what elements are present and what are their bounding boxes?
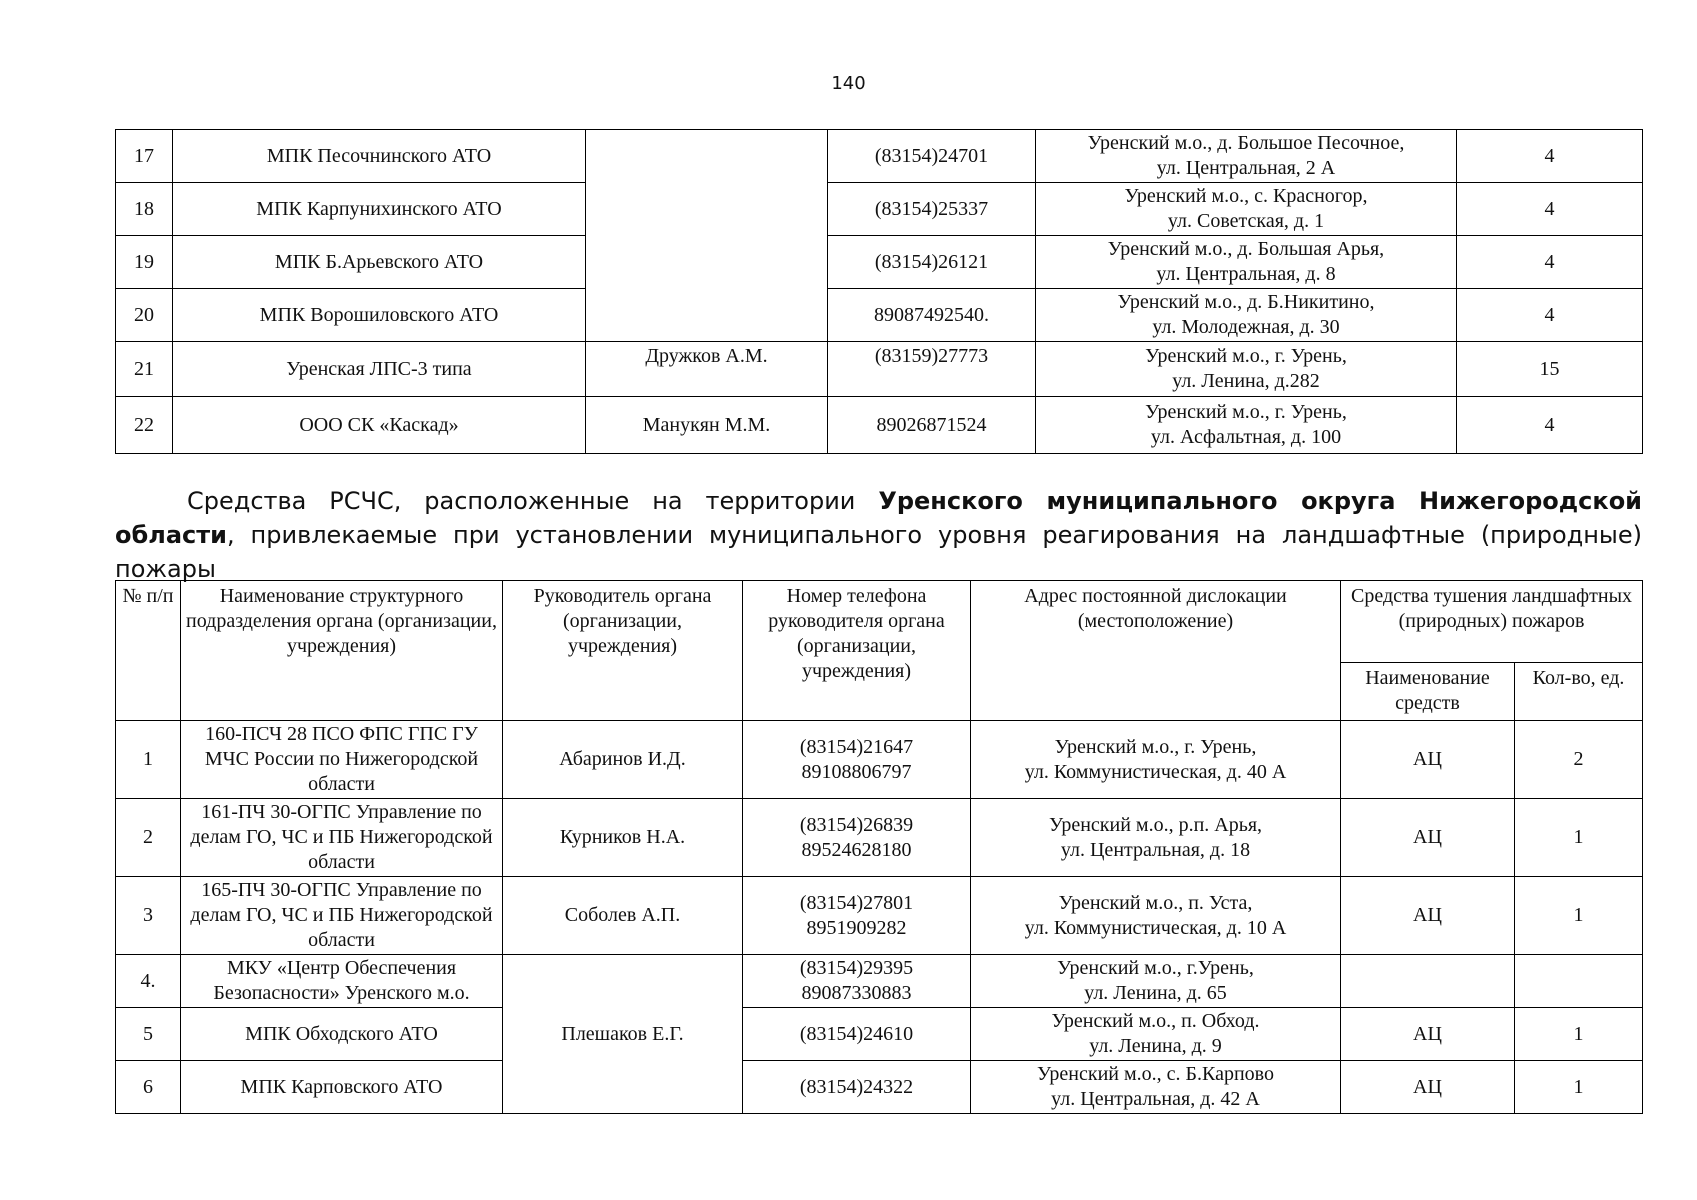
unit-name: МПК Ворошиловского АТО: [173, 289, 586, 342]
head-cell-empty: [586, 130, 828, 342]
phone: (83154)27801 8951909282: [743, 877, 971, 955]
head-name: Дружков А.М.: [586, 342, 828, 397]
address: Уренский м.о., д. Б.Никитино, ул. Молодежная, д. 30: [1036, 289, 1457, 342]
unit-name: МПК Б.Арьевского АТО: [173, 236, 586, 289]
unit-name: МПК Карповского АТО: [181, 1061, 503, 1114]
header-means-qty: Кол-во, ед.: [1515, 663, 1643, 721]
means-name: АЦ: [1341, 1061, 1515, 1114]
row-number: 1: [116, 721, 181, 799]
unit-name: 165-ПЧ 30-ОГПС Управление по делам ГО, ЧС и ПБ Нижегородской области: [181, 877, 503, 955]
phone: (83154)26839 89524628180: [743, 799, 971, 877]
phone: (83154)24322: [743, 1061, 971, 1114]
table-row: [116, 397, 1643, 454]
header-means: Средства тушения ландшафтных (природных) пожаров: [1341, 581, 1643, 663]
head-name: Манукян М.М.: [586, 397, 828, 454]
table-row: [116, 289, 1643, 342]
address: Уренский м.о., д. Большое Песочное, ул. Центральная, 2 А: [1036, 130, 1457, 183]
means-qty: 1: [1515, 1061, 1643, 1114]
table-row: [116, 877, 1643, 955]
row-number: 21: [116, 342, 173, 397]
quantity: 4: [1457, 236, 1643, 289]
table-row: [116, 236, 1643, 289]
means-qty: 1: [1515, 1008, 1643, 1061]
unit-name: 160-ПСЧ 28 ПСО ФПС ГПС ГУ МЧС России по Нижегородской области: [181, 721, 503, 799]
table-row: [116, 721, 1643, 799]
page-number: 140: [831, 73, 866, 94]
header-number: № п/п: [116, 581, 181, 721]
unit-name: Уренская ЛПС-3 типа: [173, 342, 586, 397]
phone: (83154)29395 89087330883: [743, 955, 971, 1008]
means-qty: 2: [1515, 721, 1643, 799]
means-qty: 1: [1515, 799, 1643, 877]
row-number: 20: [116, 289, 173, 342]
head-name: Абаринов И.Д.: [503, 721, 743, 799]
row-number: 3: [116, 877, 181, 955]
unit-name: МКУ «Центр Обеспечения Безопасности» Уренского м.о.: [181, 955, 503, 1008]
unit-name: МПК Обходского АТО: [181, 1008, 503, 1061]
head-name: Курников Н.А.: [503, 799, 743, 877]
unit-name: МПК Карпунихинского АТО: [173, 183, 586, 236]
header-means-name: Наименование средств: [1341, 663, 1515, 721]
table-row: [116, 130, 1643, 183]
header-address: Адрес постоянной дислокации (местоположение): [971, 581, 1341, 721]
table-row: [116, 183, 1643, 236]
header-unit: Наименование структурного подразделения органа (организации, учреждения): [181, 581, 503, 721]
unit-name: МПК Песочнинского АТО: [173, 130, 586, 183]
address: Уренский м.о., п. Уста, ул. Коммунистическая, д. 10 А: [971, 877, 1341, 955]
phone: (83154)21647 89108806797: [743, 721, 971, 799]
quantity: 15: [1457, 342, 1643, 397]
row-number: 5: [116, 1008, 181, 1061]
row-number: 22: [116, 397, 173, 454]
header-phone: Номер телефона руководителя органа (организации, учреждения): [743, 581, 971, 721]
row-number: 18: [116, 183, 173, 236]
phone: (83154)24610: [743, 1008, 971, 1061]
head-name: Соболев А.П.: [503, 877, 743, 955]
means-name: АЦ: [1341, 1008, 1515, 1061]
head-name: Плешаков Е.Г.: [503, 955, 743, 1114]
header-head: Руководитель органа (организации, учреждения): [503, 581, 743, 721]
table-row: [116, 1008, 1643, 1061]
table-row: [116, 342, 1643, 397]
address: Уренский м.о., с. Красногор, ул. Советская, д. 1: [1036, 183, 1457, 236]
table-row: [116, 955, 1643, 1008]
row-number: 6: [116, 1061, 181, 1114]
means-qty: 1: [1515, 877, 1643, 955]
quantity: 4: [1457, 130, 1643, 183]
address: Уренский м.о., г.Урень, ул. Ленина, д. 65: [971, 955, 1341, 1008]
address: Уренский м.о., д. Большая Арья, ул. Центральная, д. 8: [1036, 236, 1457, 289]
table-rschs-means: [115, 580, 1643, 1114]
address: Уренский м.о., п. Обход. ул. Ленина, д. 9: [971, 1008, 1341, 1061]
row-number: 2: [116, 799, 181, 877]
phone: (83159)27773: [828, 342, 1036, 397]
unit-name: ООО СК «Каскад»: [173, 397, 586, 454]
address: Уренский м.о., г. Урень, ул. Коммунистическая, д. 40 А: [971, 721, 1341, 799]
quantity: 4: [1457, 289, 1643, 342]
means-qty: [1515, 955, 1643, 1008]
quantity: 4: [1457, 397, 1643, 454]
means-name: АЦ: [1341, 877, 1515, 955]
table-row: [116, 799, 1643, 877]
quantity: 4: [1457, 183, 1643, 236]
phone: (83154)26121: [828, 236, 1036, 289]
table-upper: [115, 129, 1643, 454]
table-row: [116, 1061, 1643, 1114]
row-number: 17: [116, 130, 173, 183]
address: Уренский м.о., с. Б.Карпово ул. Центральная, д. 42 А: [971, 1061, 1341, 1114]
address: Уренский м.о., р.п. Арья, ул. Центральная, д. 18: [971, 799, 1341, 877]
row-number: 19: [116, 236, 173, 289]
address: Уренский м.о., г. Урень, ул. Асфальтная, д. 100: [1036, 397, 1457, 454]
row-number: 4.: [116, 955, 181, 1008]
means-name: АЦ: [1341, 721, 1515, 799]
section-heading: Средства РСЧС, расположенные на территории Уренского муниципального округа Нижегородской области, привлекаемые при установлении муниципального уровня реагирования на ландшафтные (природные) пожары: [115, 487, 1642, 583]
phone: 89087492540.: [828, 289, 1036, 342]
means-name: [1341, 955, 1515, 1008]
unit-name: 161-ПЧ 30-ОГПС Управление по делам ГО, ЧС и ПБ Нижегородской области: [181, 799, 503, 877]
phone: 89026871524: [828, 397, 1036, 454]
phone: (83154)25337: [828, 183, 1036, 236]
means-name: АЦ: [1341, 799, 1515, 877]
address: Уренский м.о., г. Урень, ул. Ленина, д.282: [1036, 342, 1457, 397]
phone: (83154)24701: [828, 130, 1036, 183]
header-row: [116, 581, 1643, 663]
